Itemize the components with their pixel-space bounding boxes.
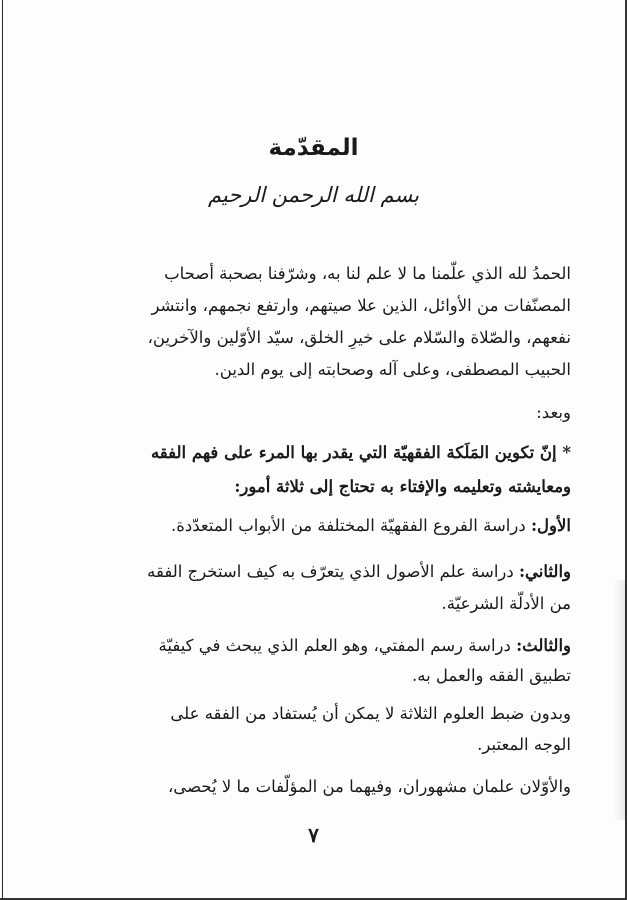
first-item [51,514,571,538]
second-item-cont: من الأدلّة الشرعيّة. [441,594,571,613]
third-item-cont: تطبيق الفقه والعمل به. [412,666,571,685]
second-item-text: دراسة علم الأصول الذي يتعرّف به كيف استخرج الفقه [147,562,514,581]
without-line-2: الوجه المعتبر. [477,735,571,754]
firsttwo-line: والأوّلان علمان مشهوران، وفيهما من المؤلّفات ما لا يُحصى، [167,777,571,796]
first-item-lead: الأول: [530,516,571,535]
page-number: ٧ [308,823,319,847]
statement-line-2: ومعايشته وتعليمه والإفتاء به تحتاج إلى ثلاثة أمور: [234,477,571,496]
intro-line-2: المصنّفات من الأوائل، الذين علا صيتهم، وارتفع نجمهم، وانتشر [151,296,571,315]
without-line-1: وبدون ضبط العلوم الثلاثة لا يمكن أن يُستفاد من الفقه على [170,704,571,723]
statement-line-1: * إنّ تكوين المَلَكة الفقهيّة التي يقدر بها المرء على فهم الفقه [150,443,571,462]
third-item-text: دراسة رسم المفتي، وهو العلم الذي يبحث في كيفيّة [158,636,511,655]
intro-line-1: الحمدُ لله الذي علّمنا ما لا علم لنا به، وشرّفنا بصحبة أصحاب [164,264,571,283]
second-item [51,560,571,584]
third-item-lead: والثالث: [516,636,571,655]
intro-line-3: نفعهم، والصّلاة والسّلام على خيرِ الخلق، سيّد الأوّلين والآخرين، [147,328,571,347]
chapter-title: المقدّمة [268,135,359,161]
third-item [51,634,571,658]
intro-line-4: الحبيب المصطفى، وعلى آله وصحابته إلى يوم الدين. [214,360,571,379]
second-item-lead: والثاني: [518,562,571,581]
basmala-calligraphy: بسم الله الرحمن الرحيم [207,183,420,207]
after-line: وبعد: [536,403,571,422]
binding-shadow [613,580,625,820]
first-item-text: دراسة الفروع الفقهيّة المختلفة من الأبواب المتعدّدة. [171,516,526,535]
